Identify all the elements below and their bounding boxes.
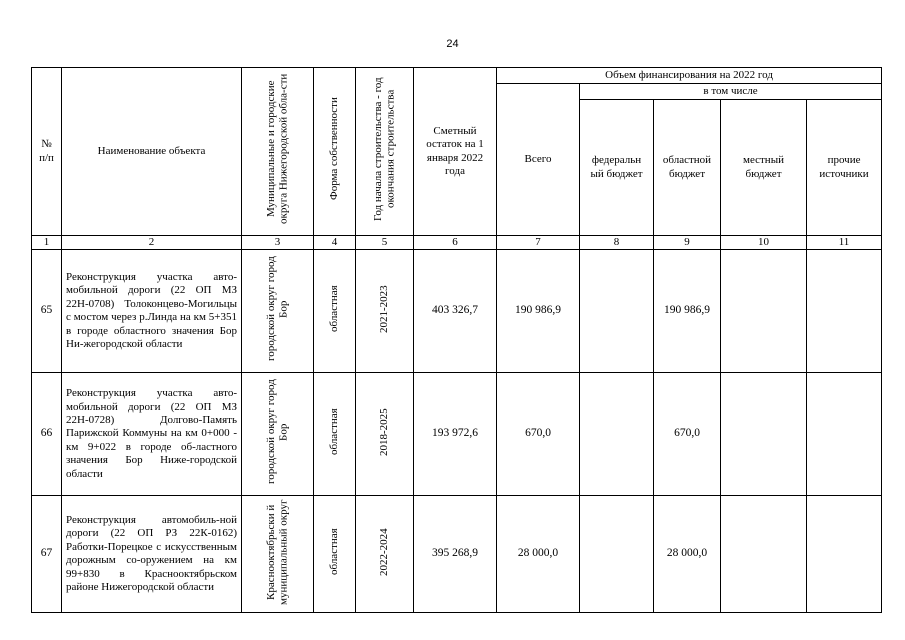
years-cell: 2022-2024 — [356, 496, 414, 613]
ownership-cell: областная — [314, 250, 356, 373]
remaining-cell: 395 268,9 — [414, 496, 497, 613]
page-number: 24 — [446, 38, 459, 50]
column-number: 10 — [721, 236, 807, 250]
table-row — [32, 250, 882, 373]
header-num: № п/п — [32, 68, 62, 236]
header-total: Всего — [497, 84, 580, 236]
header-local: местный бюджет — [721, 100, 807, 236]
ownership-cell: областная — [314, 373, 356, 496]
municipality-cell: городской округ город Бор — [242, 250, 314, 373]
column-number: 7 — [497, 236, 580, 250]
row-number: 67 — [32, 496, 62, 613]
local-cell — [721, 250, 807, 373]
municipality-cell: городской округ город Бор — [242, 373, 314, 496]
header-regional: областной бюджет — [654, 100, 721, 236]
federal-cell — [580, 496, 654, 613]
financing-table — [31, 67, 882, 613]
column-number: 8 — [580, 236, 654, 250]
header-years: Год начала строительства - год окончания строительства — [356, 68, 414, 236]
row-number: 65 — [32, 250, 62, 373]
header-funding-group: Объем финансирования на 2022 год — [497, 68, 882, 84]
federal-cell — [580, 250, 654, 373]
regional-cell: 670,0 — [654, 373, 721, 496]
column-number: 6 — [414, 236, 497, 250]
remaining-cell: 193 972,6 — [414, 373, 497, 496]
column-number: 9 — [654, 236, 721, 250]
table-row — [32, 373, 882, 496]
object-name: Реконструкция участка авто-мобильной дороги (22 ОП МЗ 22Н-0708) Толоконцево-Могильцы с мостом через р.Линда на км 5+351 в городе областного значения Бор Ни-жегородской области — [62, 250, 242, 373]
total-cell: 190 986,9 — [497, 250, 580, 373]
total-cell: 28 000,0 — [497, 496, 580, 613]
total-cell: 670,0 — [497, 373, 580, 496]
remaining-cell: 403 326,7 — [414, 250, 497, 373]
municipality-cell: Краснооктябрьски й муниципальный округ — [242, 496, 314, 613]
table-row — [32, 496, 882, 613]
column-number: 1 — [32, 236, 62, 250]
other-cell — [807, 496, 882, 613]
regional-cell: 190 986,9 — [654, 250, 721, 373]
column-number: 4 — [314, 236, 356, 250]
header-municipality: Муниципальные и городские округа Нижегородской обла-сти — [242, 68, 314, 236]
header-federal: федеральн ый бюджет — [580, 100, 654, 236]
years-cell: 2021-2023 — [356, 250, 414, 373]
other-cell — [807, 373, 882, 496]
column-number: 2 — [62, 236, 242, 250]
object-name: Реконструкция автомобиль-ной дороги (22 ОП РЗ 22К-0162) Работки-Порецкое с искусственным дорожным со-оружением на км 99+830 в Краснооктябрьском районе Нижегородской области — [62, 496, 242, 613]
header-ownership: Форма собственности — [314, 68, 356, 236]
federal-cell — [580, 373, 654, 496]
local-cell — [721, 496, 807, 613]
regional-cell: 28 000,0 — [654, 496, 721, 613]
column-number: 5 — [356, 236, 414, 250]
header-name: Наименование объекта — [62, 68, 242, 236]
object-name: Реконструкция участка авто-мобильной дороги (22 ОП МЗ 22Н-0728) Долгово-Память Парижской Коммуны на км 0+000 - км 9+022 в городе об-ластного значения Бор Ниже-городской области — [62, 373, 242, 496]
header-including: в том числе — [580, 84, 882, 100]
other-cell — [807, 250, 882, 373]
column-number-row — [32, 236, 882, 250]
column-number: 3 — [242, 236, 314, 250]
row-number: 66 — [32, 373, 62, 496]
ownership-cell: областная — [314, 496, 356, 613]
column-number: 11 — [807, 236, 882, 250]
header-remaining: Сметный остаток на 1 января 2022 года — [414, 68, 497, 236]
years-cell: 2018-2025 — [356, 373, 414, 496]
header-other: прочие источники — [807, 100, 882, 236]
local-cell — [721, 373, 807, 496]
